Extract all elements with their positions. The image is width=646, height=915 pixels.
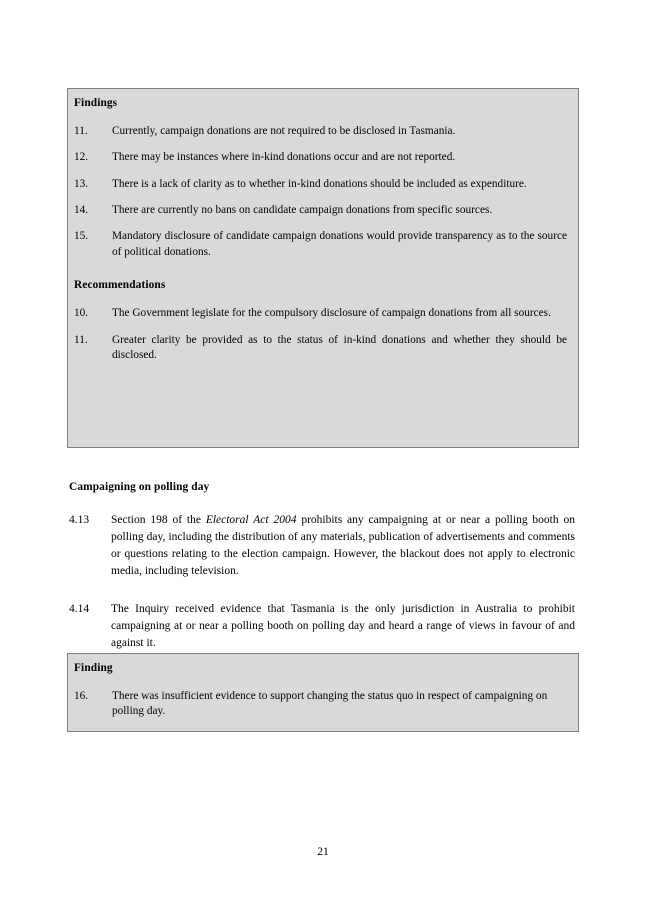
finding-item: [68, 229, 578, 260]
finding-number: 16.: [74, 690, 89, 703]
finding-number: 14.: [74, 204, 89, 217]
paragraph-text: [111, 512, 575, 580]
finding-number: 12.: [74, 151, 89, 164]
recommendation-text: The Government legislate for the compulsory disclosure of campaign donations from all sources.: [112, 307, 551, 320]
paragraph-number: 4.14: [69, 603, 90, 615]
recommendation-item: [68, 333, 578, 364]
finding-item: [68, 689, 578, 720]
act-citation: Electoral Act 2004: [205, 514, 297, 526]
finding-text: There is a lack of clarity as to whether in-kind donations should be included as expenditure.: [112, 177, 527, 190]
findings-recommendations-box: [67, 88, 579, 448]
finding-item: [68, 177, 578, 192]
recommendation-item: [68, 306, 578, 321]
finding-item: [68, 150, 578, 165]
finding-box: [67, 653, 579, 732]
recommendations-heading: Recommendations: [74, 279, 166, 292]
page-number: 21: [317, 846, 329, 858]
finding-text: There was insufficient evidence to support changing the status quo in respect of campaigning on polling day.: [112, 690, 548, 718]
paragraph-4-13: [69, 512, 575, 580]
paragraph-4-14: [69, 601, 575, 652]
recommendation-number: 10.: [74, 307, 89, 320]
section-heading: Campaigning on polling day: [69, 481, 210, 493]
finding-item: [68, 124, 578, 139]
finding-number: 11.: [74, 125, 88, 138]
paragraph-text: The Inquiry received evidence that Tasmania is the only jurisdiction in Australia to prohibit campaigning at or near a polling booth on polling day and heard a range of views in favour of and against it.: [111, 603, 575, 649]
paragraph-text-before-citation: Section 198 of the: [111, 514, 206, 526]
finding-text: Mandatory disclosure of candidate campaign donations would provide transparency as to the source of political donations.: [112, 230, 567, 258]
paragraph-number: 4.13: [69, 514, 90, 526]
paragraph-text-after-citation: prohibits any campaigning at or near a polling booth on polling day, including the distribution of any materials, publication of advertisements and comments or questions relating to the election campaign. However, the blackout does not apply to electronic media, including television.: [111, 514, 575, 577]
finding-text: Currently, campaign donations are not required to be disclosed in Tasmania.: [112, 125, 456, 138]
finding-text: There are currently no bans on candidate campaign donations from specific sources.: [112, 204, 493, 217]
recommendation-text: Greater clarity be provided as to the status of in-kind donations and whether they should be disclosed.: [112, 333, 567, 361]
finding-text: There may be instances where in-kind donations occur and are not reported.: [112, 151, 456, 164]
recommendations-list: [68, 306, 578, 363]
finding-box-list: [68, 689, 578, 720]
finding-number: 15.: [74, 230, 89, 243]
finding-item: [68, 203, 578, 218]
findings-heading: Findings: [74, 97, 118, 109]
finding-number: 13.: [74, 177, 89, 190]
recommendation-number: 11.: [74, 333, 88, 346]
finding-box-heading: Finding: [74, 662, 113, 674]
findings-list: [68, 124, 578, 260]
